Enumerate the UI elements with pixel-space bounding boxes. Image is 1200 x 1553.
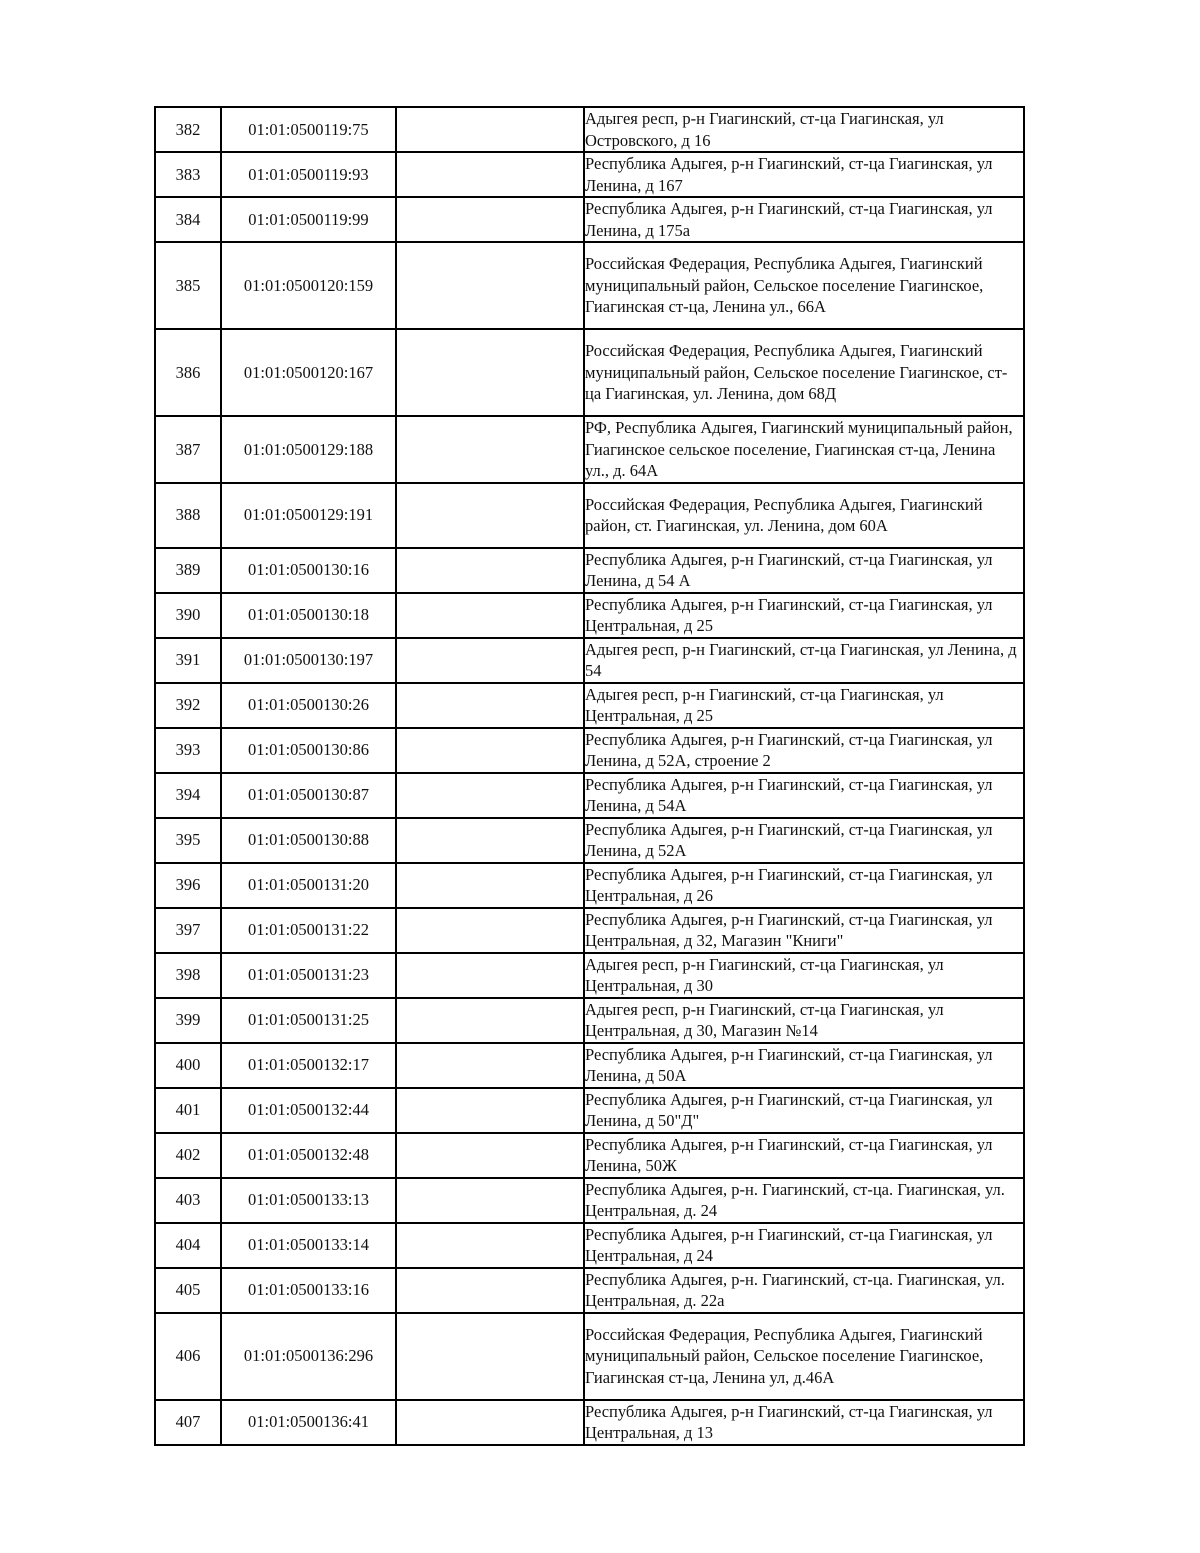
cadastral-number-cell: 01:01:0500119:99 bbox=[221, 197, 396, 242]
cadastral-number-cell: 01:01:0500132:17 bbox=[221, 1043, 396, 1088]
address-cell: Адыгея респ, р-н Гиагинский, ст-ца Гиагинская, ул Центральная, д 25 bbox=[584, 683, 1024, 728]
empty-cell bbox=[396, 152, 584, 197]
table-row bbox=[155, 548, 1024, 593]
table-row bbox=[155, 1400, 1024, 1445]
cadastral-number-cell: 01:01:0500133:14 bbox=[221, 1223, 396, 1268]
address-cell: Республика Адыгея, р-н Гиагинский, ст-ца Гиагинская, ул Ленина, д 50"Д" bbox=[584, 1088, 1024, 1133]
row-number-cell: 390 bbox=[155, 593, 221, 638]
registry-table bbox=[154, 106, 1025, 1446]
row-number-cell: 391 bbox=[155, 638, 221, 683]
table-row bbox=[155, 197, 1024, 242]
empty-cell bbox=[396, 1223, 584, 1268]
empty-cell bbox=[396, 863, 584, 908]
row-number-cell: 396 bbox=[155, 863, 221, 908]
row-number-cell: 386 bbox=[155, 329, 221, 416]
empty-cell bbox=[396, 998, 584, 1043]
table-row bbox=[155, 1178, 1024, 1223]
cadastral-number-cell: 01:01:0500130:18 bbox=[221, 593, 396, 638]
row-number-cell: 400 bbox=[155, 1043, 221, 1088]
address-cell: Российская Федерация, Республика Адыгея, Гиагинский муниципальный район, Сельское поселение Гиагинское, Гиагинская ст-ца, Ленина ул, д.46А bbox=[584, 1313, 1024, 1400]
address-cell: Республика Адыгея, р-н Гиагинский, ст-ца Гиагинская, ул Центральная, д 26 bbox=[584, 863, 1024, 908]
row-number-cell: 395 bbox=[155, 818, 221, 863]
address-cell: Республика Адыгея, р-н Гиагинский, ст-ца Гиагинская, ул Центральная, д 24 bbox=[584, 1223, 1024, 1268]
empty-cell bbox=[396, 1313, 584, 1400]
address-cell: Республика Адыгея, р-н Гиагинский, ст-ца Гиагинская, ул Центральная, д 13 bbox=[584, 1400, 1024, 1445]
table-row bbox=[155, 773, 1024, 818]
address-cell: Республика Адыгея, р-н Гиагинский, ст-ца Гиагинская, ул Ленина, д 54А bbox=[584, 773, 1024, 818]
cadastral-number-cell: 01:01:0500131:23 bbox=[221, 953, 396, 998]
row-number-cell: 394 bbox=[155, 773, 221, 818]
row-number-cell: 402 bbox=[155, 1133, 221, 1178]
row-number-cell: 399 bbox=[155, 998, 221, 1043]
cadastral-number-cell: 01:01:0500133:13 bbox=[221, 1178, 396, 1223]
cadastral-number-cell: 01:01:0500131:22 bbox=[221, 908, 396, 953]
empty-cell bbox=[396, 728, 584, 773]
empty-cell bbox=[396, 908, 584, 953]
table-row bbox=[155, 1043, 1024, 1088]
table-row bbox=[155, 329, 1024, 416]
row-number-cell: 387 bbox=[155, 416, 221, 483]
cadastral-number-cell: 01:01:0500132:44 bbox=[221, 1088, 396, 1133]
cadastral-number-cell: 01:01:0500130:16 bbox=[221, 548, 396, 593]
empty-cell bbox=[396, 242, 584, 329]
cadastral-number-cell: 01:01:0500120:159 bbox=[221, 242, 396, 329]
cadastral-number-cell: 01:01:0500130:26 bbox=[221, 683, 396, 728]
empty-cell bbox=[396, 638, 584, 683]
address-cell: Адыгея респ, р-н Гиагинский, ст-ца Гиагинская, ул Центральная, д 30, Магазин №14 bbox=[584, 998, 1024, 1043]
empty-cell bbox=[396, 197, 584, 242]
table-row bbox=[155, 998, 1024, 1043]
row-number-cell: 383 bbox=[155, 152, 221, 197]
row-number-cell: 392 bbox=[155, 683, 221, 728]
row-number-cell: 388 bbox=[155, 483, 221, 548]
row-number-cell: 406 bbox=[155, 1313, 221, 1400]
table-row bbox=[155, 416, 1024, 483]
row-number-cell: 407 bbox=[155, 1400, 221, 1445]
row-number-cell: 405 bbox=[155, 1268, 221, 1313]
cadastral-number-cell: 01:01:0500130:86 bbox=[221, 728, 396, 773]
address-cell: Республика Адыгея, р-н Гиагинский, ст-ца Гиагинская, ул Центральная, д 32, Магазин "Книги" bbox=[584, 908, 1024, 953]
empty-cell bbox=[396, 416, 584, 483]
cadastral-number-cell: 01:01:0500129:188 bbox=[221, 416, 396, 483]
empty-cell bbox=[396, 548, 584, 593]
row-number-cell: 389 bbox=[155, 548, 221, 593]
row-number-cell: 398 bbox=[155, 953, 221, 998]
address-cell: Республика Адыгея, р-н Гиагинский, ст-ца Гиагинская, ул Ленина, 50Ж bbox=[584, 1133, 1024, 1178]
empty-cell bbox=[396, 773, 584, 818]
table-row bbox=[155, 908, 1024, 953]
empty-cell bbox=[396, 329, 584, 416]
address-cell: Республика Адыгея, р-н Гиагинский, ст-ца Гиагинская, ул Ленина, д 167 bbox=[584, 152, 1024, 197]
registry-table-container bbox=[154, 106, 1015, 1446]
table-row bbox=[155, 1088, 1024, 1133]
row-number-cell: 403 bbox=[155, 1178, 221, 1223]
empty-cell bbox=[396, 1178, 584, 1223]
empty-cell bbox=[396, 953, 584, 998]
table-row bbox=[155, 818, 1024, 863]
table-row bbox=[155, 638, 1024, 683]
empty-cell bbox=[396, 683, 584, 728]
table-row bbox=[155, 1313, 1024, 1400]
row-number-cell: 385 bbox=[155, 242, 221, 329]
table-row bbox=[155, 483, 1024, 548]
empty-cell bbox=[396, 483, 584, 548]
cadastral-number-cell: 01:01:0500131:25 bbox=[221, 998, 396, 1043]
row-number-cell: 397 bbox=[155, 908, 221, 953]
cadastral-number-cell: 01:01:0500120:167 bbox=[221, 329, 396, 416]
row-number-cell: 401 bbox=[155, 1088, 221, 1133]
cadastral-number-cell: 01:01:0500129:191 bbox=[221, 483, 396, 548]
address-cell: Республика Адыгея, р-н Гиагинский, ст-ца Гиагинская, ул Ленина, д 50А bbox=[584, 1043, 1024, 1088]
address-cell: Республика Адыгея, р-н Гиагинский, ст-ца Гиагинская, ул Ленина, д 52А bbox=[584, 818, 1024, 863]
empty-cell bbox=[396, 818, 584, 863]
table-row bbox=[155, 152, 1024, 197]
cadastral-number-cell: 01:01:0500119:75 bbox=[221, 107, 396, 152]
registry-table-body bbox=[155, 107, 1024, 1445]
empty-cell bbox=[396, 593, 584, 638]
row-number-cell: 384 bbox=[155, 197, 221, 242]
cadastral-number-cell: 01:01:0500130:197 bbox=[221, 638, 396, 683]
row-number-cell: 404 bbox=[155, 1223, 221, 1268]
table-row bbox=[155, 683, 1024, 728]
empty-cell bbox=[396, 1043, 584, 1088]
address-cell: Российская Федерация, Республика Адыгея, Гиагинский муниципальный район, Сельское поселение Гиагинское, Гиагинская ст-ца, Ленина ул., 66А bbox=[584, 242, 1024, 329]
address-cell: Российская Федерация, Республика Адыгея, Гиагинский район, ст. Гиагинская, ул. Ленина, дом 60А bbox=[584, 483, 1024, 548]
address-cell: Республика Адыгея, р-н. Гиагинский, ст-ца. Гиагинская, ул. Центральная, д. 24 bbox=[584, 1178, 1024, 1223]
cadastral-number-cell: 01:01:0500133:16 bbox=[221, 1268, 396, 1313]
table-row bbox=[155, 953, 1024, 998]
cadastral-number-cell: 01:01:0500130:88 bbox=[221, 818, 396, 863]
empty-cell bbox=[396, 1400, 584, 1445]
table-row bbox=[155, 1223, 1024, 1268]
cadastral-number-cell: 01:01:0500136:41 bbox=[221, 1400, 396, 1445]
row-number-cell: 393 bbox=[155, 728, 221, 773]
address-cell: Республика Адыгея, р-н Гиагинский, ст-ца Гиагинская, ул Ленина, д 175а bbox=[584, 197, 1024, 242]
table-row bbox=[155, 107, 1024, 152]
table-row bbox=[155, 728, 1024, 773]
address-cell: Адыгея респ, р-н Гиагинский, ст-ца Гиагинская, ул Ленина, д 54 bbox=[584, 638, 1024, 683]
address-cell: Республика Адыгея, р-н. Гиагинский, ст-ца. Гиагинская, ул. Центральная, д. 22а bbox=[584, 1268, 1024, 1313]
row-number-cell: 382 bbox=[155, 107, 221, 152]
address-cell: Адыгея респ, р-н Гиагинский, ст-ца Гиагинская, ул Островского, д 16 bbox=[584, 107, 1024, 152]
table-row bbox=[155, 863, 1024, 908]
cadastral-number-cell: 01:01:0500130:87 bbox=[221, 773, 396, 818]
cadastral-number-cell: 01:01:0500132:48 bbox=[221, 1133, 396, 1178]
table-row bbox=[155, 242, 1024, 329]
address-cell: Российская Федерация, Республика Адыгея, Гиагинский муниципальный район, Сельское поселение Гиагинское, ст-ца Гиагинская, ул. Ленина, дом 68Д bbox=[584, 329, 1024, 416]
address-cell: Адыгея респ, р-н Гиагинский, ст-ца Гиагинская, ул Центральная, д 30 bbox=[584, 953, 1024, 998]
empty-cell bbox=[396, 1088, 584, 1133]
address-cell: Республика Адыгея, р-н Гиагинский, ст-ца Гиагинская, ул Ленина, д 52А, строение 2 bbox=[584, 728, 1024, 773]
table-row bbox=[155, 1268, 1024, 1313]
address-cell: РФ, Республика Адыгея, Гиагинский муниципальный район, Гиагинское сельское поселение, Гиагинская ст-ца, Ленина ул., д. 64А bbox=[584, 416, 1024, 483]
table-row bbox=[155, 1133, 1024, 1178]
empty-cell bbox=[396, 1133, 584, 1178]
cadastral-number-cell: 01:01:0500131:20 bbox=[221, 863, 396, 908]
empty-cell bbox=[396, 1268, 584, 1313]
table-row bbox=[155, 593, 1024, 638]
cadastral-number-cell: 01:01:0500119:93 bbox=[221, 152, 396, 197]
address-cell: Республика Адыгея, р-н Гиагинский, ст-ца Гиагинская, ул Центральная, д 25 bbox=[584, 593, 1024, 638]
empty-cell bbox=[396, 107, 584, 152]
cadastral-number-cell: 01:01:0500136:296 bbox=[221, 1313, 396, 1400]
address-cell: Республика Адыгея, р-н Гиагинский, ст-ца Гиагинская, ул Ленина, д 54 А bbox=[584, 548, 1024, 593]
